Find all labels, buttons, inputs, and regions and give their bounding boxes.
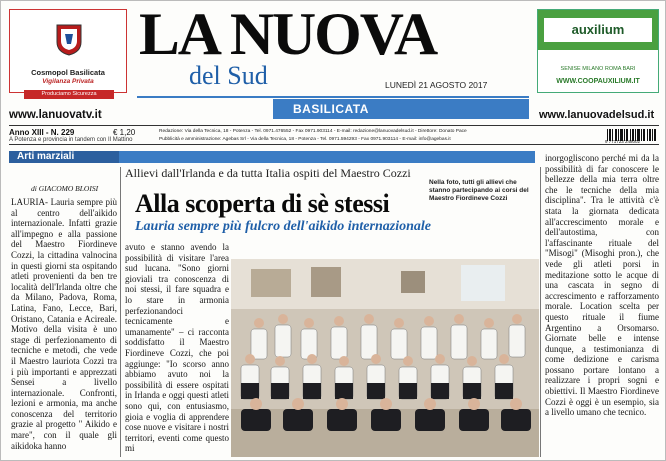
shield-logo-icon bbox=[56, 24, 82, 56]
ad-strip: Produciamo Sicurezza bbox=[24, 90, 114, 99]
group-photo bbox=[231, 259, 539, 457]
section-band bbox=[9, 151, 535, 163]
byline: di GIACOMO BLOISI bbox=[31, 184, 99, 193]
article-column-3: inorgogliscono perché mi da la possibilità di far conoscere le bellezze della mia terra oltre che le tecniche della mia disciplina". Tra le attività c'è stata la giornata dedicata all'accrescimento morale e dell'autostima, con l'affascinante rituale del "Misogi" (Misoghi pron.), che vede gli atleti porsi in meditazione sotto le acque di una cascata in segno di accrescimento e rafforzamento morale. Location scelta per questo rituale il fiume Argentino a Orsomarso. Giornate belle e intense dunque, a testimonianza di come dedizione e carisma possano portare lontano a realizzare i propri sogni e obiettivi. Il Maestro Fiordineve Cozzi è oggi è un esempio, sia a livello umano che tecnico. bbox=[545, 153, 659, 418]
redazione-line: Redazione: Via della Tecnica, 18 - Potenza - Tel. 0971.476552 - Fax 0971.903114 - E-mail: redazione@lanuovadelsud.it - Direttore: Donato Pace bbox=[159, 129, 467, 134]
article-column-1: LAURIA- Lauria sempre più al centro dell'aikido internazionale. Infatti grazie all'impegno e alla passione del Maestro Fiordineve Cozzi, la cittadina valnocina in questi giorni sta ospitando atleti provenienti da ben tre località dell'Irlanda oltre che da Milano, Padova, Roma, Latina, Fano, Lecce, Bari, Oristano, Catania e Acireale. Motivo della visita è uno stage di perfezionamento di tecniche e metodi, che vede il Maestro lauriota Cozzi tra i più importanti e apprezzati Sensei a livello internazionale. Confronti, lezioni e armonia, ma anche conoscenza del territorio grazie al progetto " Aikido e mare", con il quale gli aikidoka hanno bbox=[11, 197, 117, 451]
ad-cities: SENISE MILANO ROMA BARI bbox=[560, 66, 636, 72]
region-bar: BASILICATA bbox=[273, 99, 529, 119]
auxilium-ad bbox=[537, 9, 659, 93]
info-bar bbox=[9, 125, 659, 145]
issue-date: LUNEDÌ 21 AGOSTO 2017 bbox=[385, 80, 488, 90]
site-url: www.lanuovadelsud.it bbox=[539, 109, 655, 121]
price: € 1,20 bbox=[113, 128, 136, 137]
photo-caption: Nella foto, tutti gli allievi che stanno partecipando ai corsi del Maestro Fiordineve Cozzi bbox=[429, 179, 529, 202]
article-headline: Alla scoperta di sè stessi bbox=[135, 189, 390, 218]
masthead-subtitle: del Sud bbox=[189, 61, 268, 90]
ad-name: auxilium bbox=[544, 18, 652, 42]
ad-tagline: Vigilanza Privata bbox=[42, 78, 94, 85]
masthead-rule bbox=[137, 96, 529, 98]
ad-brand: Cosmopol Basilicata bbox=[31, 68, 105, 77]
cosmopol-ad bbox=[9, 9, 127, 97]
column-divider bbox=[540, 167, 541, 457]
barcode-number: 9 771723 248002 bbox=[605, 139, 641, 144]
pubblicita-line: Pubblicità e amministrazione: Agebas Srl - Via della Tecnica, 18 - Potenza - Tel. 0971.594293 - Fax 0971.903114 - E-mail: info@agebas.it bbox=[159, 137, 451, 142]
masthead-title: LA NUOVA bbox=[139, 1, 437, 67]
article-deck: Lauria sempre più fulcro dell'aikido internazionale bbox=[135, 219, 431, 234]
tv-url: www.lanuovatv.it bbox=[9, 109, 102, 121]
tandem-note: A Potenza e provincia in tandem con Il Mattino bbox=[9, 137, 133, 143]
group-photo-image bbox=[231, 259, 539, 457]
section-label: Arti marziali bbox=[9, 151, 119, 163]
issue-number: Anno XIII - N. 229 bbox=[9, 128, 75, 137]
ad-site: WWW.COOPAUXILIUM.IT bbox=[556, 78, 640, 85]
column-divider bbox=[120, 167, 121, 457]
article-column-2: avuto e stanno avendo la possibilità di visitare l'area sud lucana. "Sono giorni gioviali tra conoscenza di noi stessi, il fare squadra e lo stare in armonia perfezionandoci tecnicamente e umanamente" – ci racconta soddisfatto il Maestro Fiordineve Cozzi, che poi aggiunge: "Io scorso anno abbiamo avuto noi la possibilità di essere ospitati in Irlanda e oggi questi atleti sono qui, con entusiasmo, gioia e voglia di apprendere cose nuove e visitare i nostri territori, eventi come questo mi bbox=[125, 242, 229, 454]
article-kicker: Allievi dall'Irlanda e da tutta Italia ospiti del Maestro Cozzi bbox=[125, 166, 411, 180]
